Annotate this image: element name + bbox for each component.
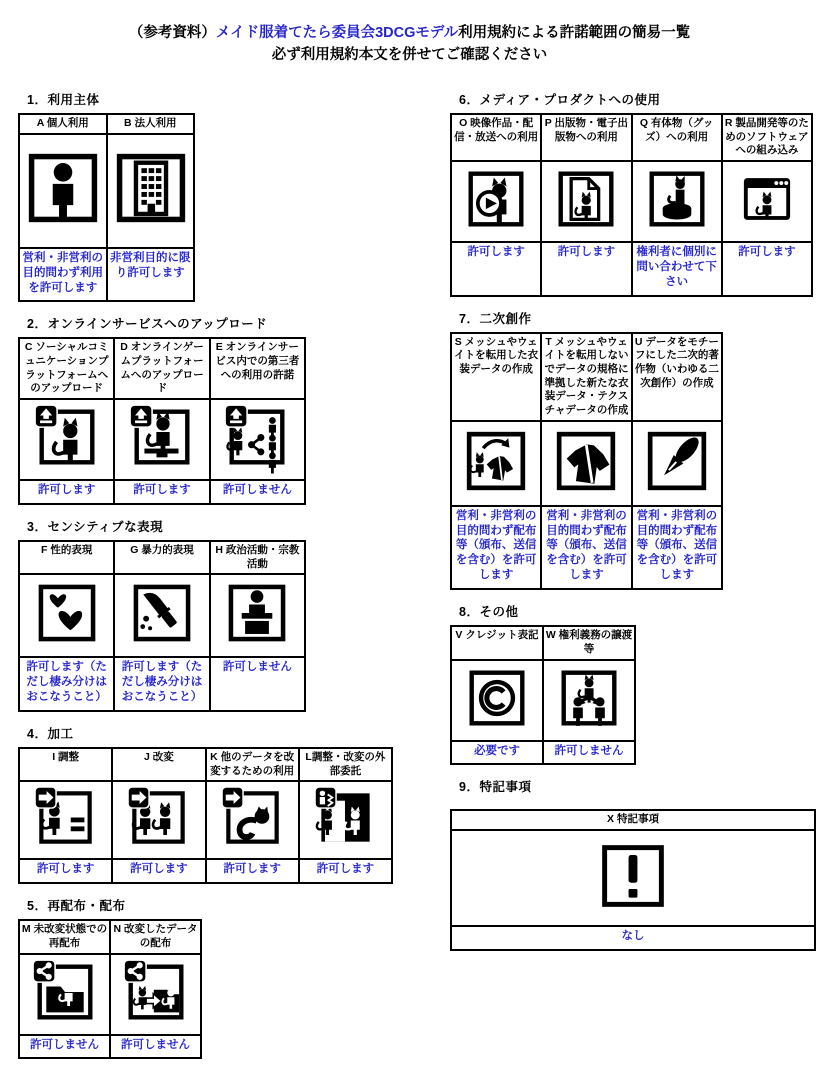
permission-table-7 [450, 332, 723, 591]
col-header: N 改変したデータの配布 [110, 920, 201, 953]
status-text: 営利・非営利の目的問わず配布等（頒布、送信を含む）を許可します [451, 506, 541, 590]
section-heading: 1．利用主体 [27, 93, 100, 107]
permission-table-1 [18, 113, 195, 302]
section-heading: 9．特記事項 [459, 780, 532, 795]
redistribute-icon [32, 959, 98, 1025]
status-text: 営利・非営利の目的問わず配布等（頒布、送信を含む）を許可します [632, 506, 722, 590]
title-line1 [0, 22, 819, 44]
podium-icon [223, 579, 291, 647]
status-text: 営利・非営利の目的問わず利用を許可します [19, 248, 107, 302]
upload-thirdparty-icon [224, 404, 290, 470]
hearts-icon [33, 579, 101, 647]
status-text: 許可します [541, 242, 631, 296]
outsource-icon [314, 786, 377, 849]
section-redistribution [18, 896, 416, 1059]
mesh-reuse-icon [461, 426, 531, 496]
upload-game-icon [129, 404, 195, 470]
goods-icon [644, 166, 710, 232]
col-header: O 映像作品・配信・放送への利用 [451, 114, 541, 161]
section-derivative [450, 309, 818, 591]
copyright-icon [464, 665, 530, 731]
col-header: B 法人利用 [107, 114, 195, 134]
section-other [450, 602, 818, 765]
section-heading: 7．二次創作 [459, 311, 532, 326]
col-header: R 製品開発等のためのソフトウェアへの組み込み [722, 114, 812, 161]
title-suffix: 利用規約による許諾範囲の簡易一覧 [458, 25, 691, 41]
status-text: 権利者に個別に問い合わせて下さい [632, 242, 722, 296]
status-text: 許可しません [19, 1035, 110, 1059]
person-icon [22, 147, 104, 229]
permission-table-4 [18, 747, 393, 884]
publication-icon [553, 166, 619, 232]
status-text: 許可します [299, 859, 392, 883]
col-header: C ソーシャルコミュニケーションプラットフォームへのアップロード [19, 338, 114, 399]
col-header: V クレジット表記 [451, 626, 543, 659]
building-icon [110, 147, 192, 229]
col-header: E オンラインサービス内での第三者への利用の許諾 [210, 338, 305, 399]
video-icon [463, 166, 529, 232]
status-text: 許可します [114, 480, 209, 504]
col-header: L調整・改変の外部委託 [299, 748, 392, 781]
col-header: T メッシュやウェイトを転用しないでデータの規格に準拠した新たな衣装データ・テクスチャデータの作成 [541, 333, 631, 421]
adjust-icon [34, 786, 97, 849]
section-usage-subject [18, 90, 416, 302]
section-processing [18, 724, 416, 884]
distribute-modified-icon [123, 959, 189, 1025]
section-sensitive [18, 517, 416, 712]
status-text: 許可しません [210, 657, 305, 711]
permission-table-5 [18, 919, 202, 1059]
section-online-upload [18, 314, 416, 505]
section-heading: 2．オンラインサービスへのアップロード [27, 317, 268, 332]
section-special-notes [450, 777, 818, 951]
col-header: X 特記事項 [451, 810, 815, 830]
status-text: なし [451, 926, 815, 950]
permission-table-9 [450, 809, 816, 951]
col-header: I 調整 [19, 748, 112, 781]
col-header: P 出版物・電子出版物への利用 [541, 114, 631, 161]
title-subtitle: 必ず利用規約本文を併せてご確認ください [271, 47, 548, 64]
status-text: 許可します [19, 859, 112, 883]
col-header: F 性的表現 [19, 541, 114, 574]
status-text: 非営利目的に限り許可します [107, 248, 195, 302]
pen-icon [642, 426, 712, 496]
title-brand: メイド服着てたら委員会3DCGモデル [215, 25, 459, 41]
status-text: 許可しません [210, 480, 305, 504]
status-text: 許可します [19, 480, 114, 504]
status-text: 許可します [112, 859, 205, 883]
status-text: 許可しません [110, 1035, 201, 1059]
col-header: H 政治活動・宗教活動 [210, 541, 305, 574]
left-column [18, 90, 416, 1071]
section-heading: 5．再配布・配布 [27, 899, 126, 914]
section-media-product [450, 90, 818, 297]
modify-other-data-icon [221, 786, 284, 849]
status-text: 許可します（ただし棲み分けはおこなうこと） [114, 657, 209, 711]
col-header: W 権利義務の譲渡等 [543, 626, 635, 659]
col-header: Q 有体物（グッズ）への利用 [632, 114, 722, 161]
col-header: J 改変 [112, 748, 205, 781]
rights-transfer-icon [556, 665, 622, 731]
col-header: K 他のデータを改変するための利用 [206, 748, 299, 781]
knife-icon [128, 579, 196, 647]
section-heading: 6．メディア・プロダクトへの使用 [459, 93, 661, 107]
col-header: U データをモチーフにした二次的著作物（いわゆる二次創作）の作成 [632, 333, 722, 421]
col-header: A 個人利用 [19, 114, 107, 134]
col-header: M 未改変状態での再配布 [19, 920, 110, 953]
section-heading: 4．加工 [27, 727, 74, 742]
permission-table-3 [18, 540, 306, 712]
new-costume-icon [551, 426, 621, 496]
col-header: G 暴力的表現 [114, 541, 209, 574]
software-icon [734, 166, 800, 232]
col-header: D オンラインゲームプラットフォームへのアップロード [114, 338, 209, 399]
status-text: 許可しません [543, 741, 635, 765]
permission-table-2 [18, 337, 306, 505]
status-text: 許可します [451, 242, 541, 296]
modify-icon [127, 786, 190, 849]
status-text: 許可します（ただし棲み分けはおこなうこと） [19, 657, 114, 711]
col-header: S メッシュやウェイトを転用した衣装データの作成 [451, 333, 541, 421]
notice-icon [596, 839, 670, 913]
upload-social-icon [34, 404, 100, 470]
status-text: 許可します [206, 859, 299, 883]
page-title [0, 22, 819, 67]
status-text: 営利・非営利の目的問わず配布等（頒布、送信を含む）を許可します [541, 506, 631, 590]
title-prefix: （参考資料） [128, 25, 216, 41]
permission-table-6 [450, 113, 813, 297]
status-text: 許可します [722, 242, 812, 296]
section-heading: 3．センシティブな表現 [27, 519, 164, 534]
permission-table-8 [450, 625, 636, 765]
section-heading: 8．その他 [459, 605, 519, 620]
status-text: 必要です [451, 741, 543, 765]
right-column [450, 90, 818, 963]
